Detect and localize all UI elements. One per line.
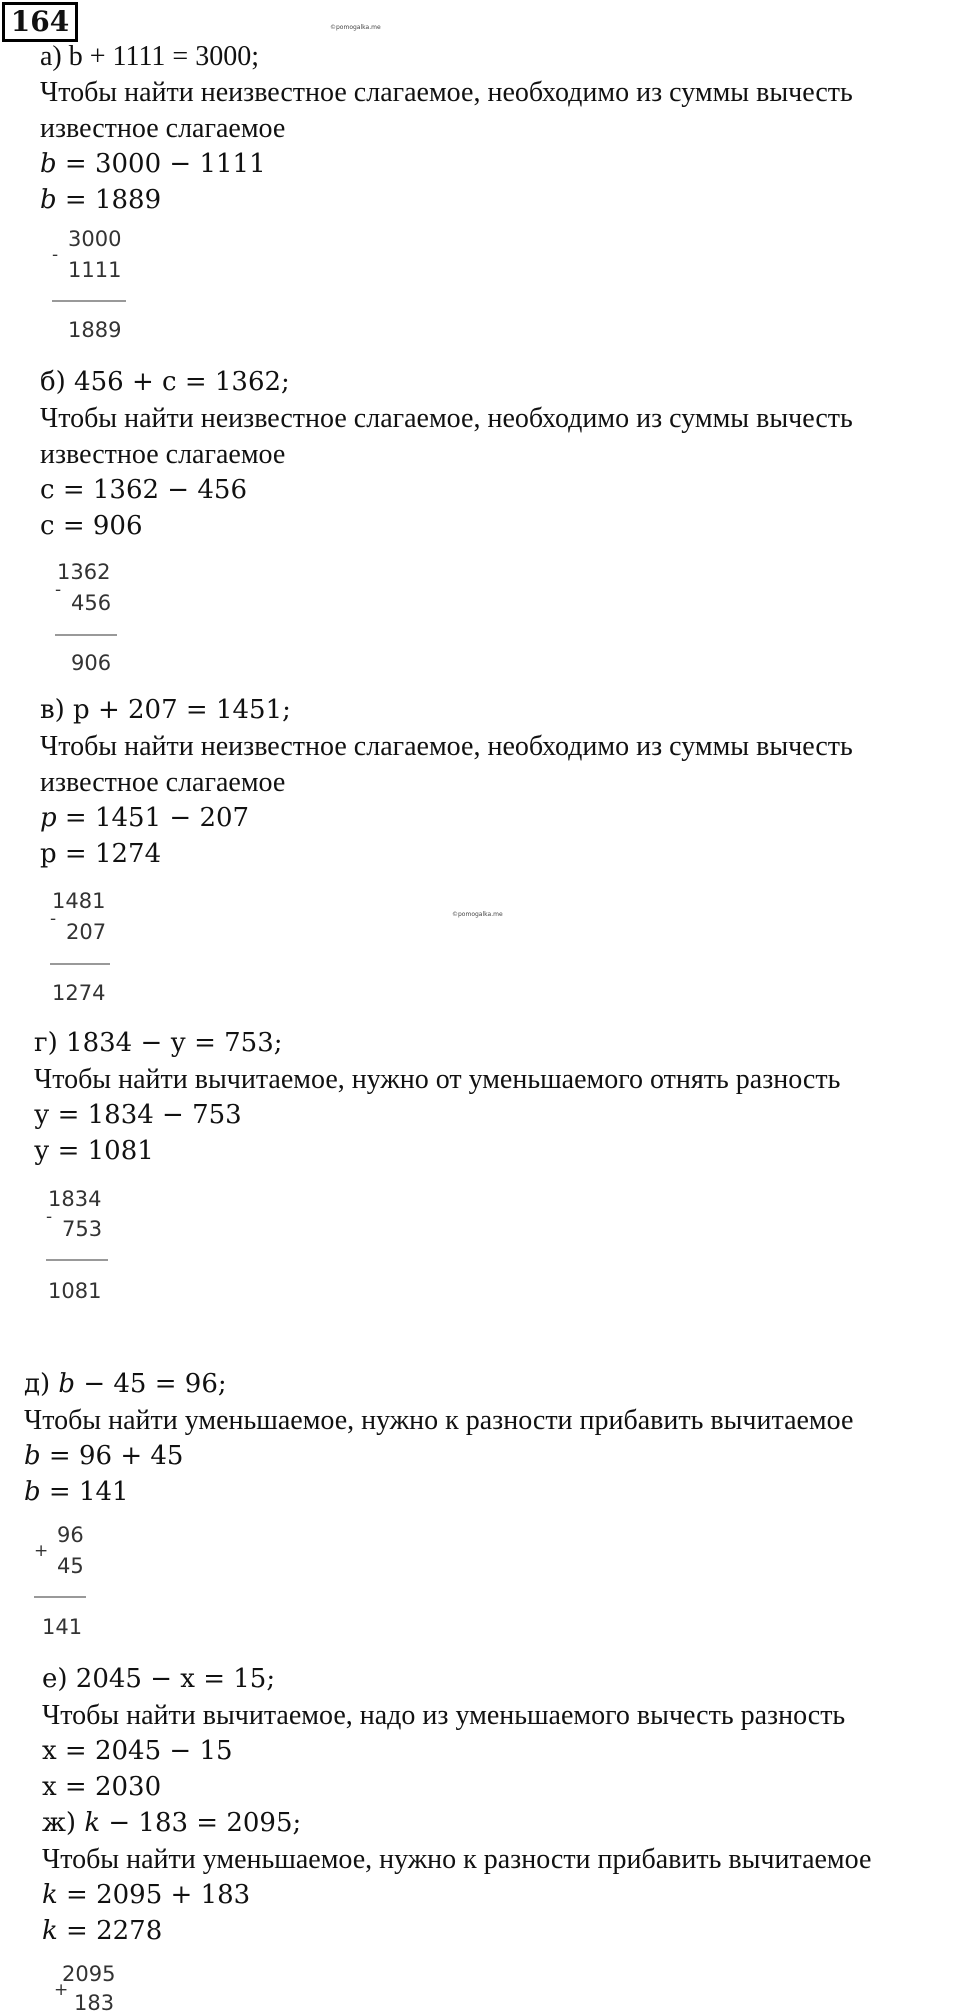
rule-text: Чтобы найти неизвестное слагаемое, необходимо из суммы вычесть <box>40 403 853 434</box>
solution-step: b = 96 + 45 <box>24 1441 184 1471</box>
variable: b <box>58 1369 76 1399</box>
column-divider <box>55 634 117 636</box>
solution-step: у = 1834 − 753 <box>34 1100 242 1130</box>
plus-sign: + <box>34 1541 49 1561</box>
plus-sign: + <box>54 1980 69 2000</box>
minus-sign: - <box>50 909 57 929</box>
solution-step: у = 1081 <box>34 1136 154 1166</box>
equation-d: г) 1834 − у = 753; <box>34 1028 283 1058</box>
solution-step: b = 1889 <box>40 185 162 215</box>
rule-text: известное слагаемое <box>40 113 286 144</box>
solution-step: х = 2030 <box>42 1772 162 1802</box>
column-bottom: 207 <box>66 920 107 944</box>
column-bottom: 1111 <box>68 258 122 282</box>
variable: b <box>24 1477 41 1507</box>
column-top: 1834 <box>48 1187 102 1211</box>
solution-step: х = 2045 − 15 <box>42 1736 233 1766</box>
column-bottom: 753 <box>62 1217 103 1241</box>
variable: p <box>40 803 57 833</box>
minus-sign: - <box>52 245 59 265</box>
rule-text: Чтобы найти неизвестное слагаемое, необходимо из суммы вычесть <box>40 77 853 108</box>
equation-g: ж) k − 183 = 2095; <box>42 1808 302 1838</box>
rule-text: Чтобы найти вычитаемое, нужно от уменьшаемого отнять разность <box>34 1064 841 1095</box>
solution-step: с = 906 <box>40 511 143 541</box>
variable: b <box>24 1441 41 1471</box>
column-top: 1481 <box>52 889 106 913</box>
column-bottom: 45 <box>57 1554 84 1578</box>
variable: k <box>84 1808 101 1838</box>
equation-b: б) 456 + с = 1362; <box>40 367 290 397</box>
column-divider <box>50 963 110 965</box>
variable: k <box>42 1916 58 1946</box>
column-divider <box>34 1596 86 1598</box>
watermark: ©pomogalka.me <box>330 24 381 31</box>
solution-step: b = 3000 − 1111 <box>40 149 266 179</box>
column-top: 3000 <box>68 227 122 251</box>
column-result: 1274 <box>52 981 106 1005</box>
variable: b <box>40 149 57 179</box>
problem-number: 164 <box>2 2 78 42</box>
solution-step: с = 1362 − 456 <box>40 475 247 505</box>
solution-step: p = 1451 − 207 <box>40 803 250 833</box>
column-result: 1889 <box>68 318 122 342</box>
rule-text: известное слагаемое <box>40 767 286 798</box>
rule-text: Чтобы найти уменьшаемое, нужно к разности прибавить вычитаемое <box>42 1844 872 1875</box>
column-bottom: 183 <box>74 1991 115 2015</box>
equation-c: в) р + 207 = 1451; <box>40 695 291 725</box>
solution-step: р = 1274 <box>40 839 162 869</box>
column-top: 96 <box>57 1523 84 1547</box>
solution-step: k = 2278 <box>42 1916 163 1946</box>
equation-a: а) b + 1111 = 3000; <box>40 41 259 72</box>
rule-text: известное слагаемое <box>40 439 286 470</box>
rule-text: Чтобы найти вычитаемое, надо из уменьшаемого вычесть разность <box>42 1700 846 1731</box>
column-top: 1362 <box>57 560 111 584</box>
rule-text: Чтобы найти неизвестное слагаемое, необходимо из суммы вычесть <box>40 731 853 762</box>
rule-text: Чтобы найти уменьшаемое, нужно к разности прибавить вычитаемое <box>24 1405 854 1436</box>
variable: b <box>40 185 57 215</box>
column-divider <box>52 300 126 302</box>
column-result: 1081 <box>48 1279 102 1303</box>
column-divider <box>46 1259 108 1261</box>
minus-sign: - <box>46 1207 53 1227</box>
solution-step: k = 2095 + 183 <box>42 1880 251 1910</box>
column-top: 2095 <box>62 1962 116 1986</box>
watermark: ©pomogalka.me <box>452 911 503 918</box>
variable: k <box>42 1880 58 1910</box>
column-result: 906 <box>71 651 112 675</box>
minus-sign: - <box>55 580 62 600</box>
equation-e: д) b − 45 = 96; <box>24 1369 227 1399</box>
solution-step: b = 141 <box>24 1477 129 1507</box>
equation-f: е) 2045 − х = 15; <box>42 1664 276 1694</box>
column-result: 141 <box>42 1615 83 1639</box>
column-bottom: 456 <box>71 591 112 615</box>
